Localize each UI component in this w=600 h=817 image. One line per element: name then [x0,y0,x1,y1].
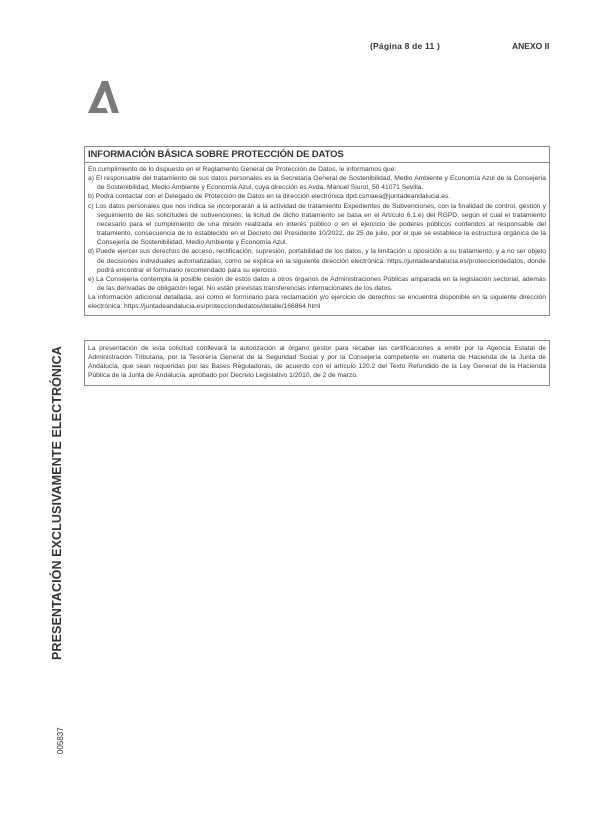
data-protection-item-d: d) Puede ejercer sus derechos de acceso, rectificación, supresión, portabilidad de los datos, y la limitación u oposición a su tratamiento, y a no ser objeto de decisiones individuales automatizadas, como se explica en la siguiente dirección electrónica: https://juntadeandalucia.es/protecciondedatos, donde podrá encontrar el formulario recomendado para su ejercicio. [88,248,546,274]
vertical-presentation-label: PRESENTACIÓN EXCLUSIVAMENTE ELECTRÓNICA [50,346,64,660]
authorization-text: La presentación de esta solicitud conllevará la autorización al órgano gestor para recabar las certificaciones a emitir por la Agencia Estatal de Administración Tributaria, por la Tesorería General de la Seguridad Social y por la Consejería competente en materia de Hacienda de la Junta de Andalucía, que sean requeridas por las Bases Reguladoras, de acuerdo con el artículo 120.2 del Texto Refundido de la Ley General de la Hacienda Pública de la Junta de Andalucía, aprobado por Decreto Legislativo 1/2010, de 2 de marzo. [88,345,546,380]
data-protection-item-e: e) La Consejería contempla la posible cesión de estos datos a otros órganos de Administraciones Públicas amparada en la legislación sectorial, además de las derivadas de obligación legal. No están previstas transferencias internacionales de los datos. [88,275,546,293]
data-protection-intro: En cumplimiento de lo dispuesto en el Reglamento General de Protección de Datos, le informamos que: [88,166,397,173]
data-protection-section [84,146,550,316]
document-code: 005837 [56,727,65,754]
junta-andalucia-logo [86,80,120,114]
data-protection-title: INFORMACIÓN BÁSICA SOBRE PROTECCIÓN DE DATOS [85,147,549,163]
data-protection-item-c: c) Los datos personales que nos indica se incorporarán a la actividad de tratamiento Expedientes de Subvenciones, con la finalidad de control, gestión y seguimiento de las solicitudes de subvenciones; la licitud de dicho tratamiento se basa en el Artículo 6.1.e) del RGPD, según el cual el tratamiento necesario para el cumplimiento de una misión realizada en interés público o en el ejercicio de poderes públicos conferidos al responsable del tratamiento, consecuencia de lo establecido en el Decreto del Presidente 10/2022, de 25 de julio, por el que se establece la estructura orgánica de la Consejería de Sostenibilidad, Medio Ambiente y Economía Azul. [88,202,546,247]
authorization-section [84,340,550,386]
page-indicator: (Página 8 de 11 ) [370,41,441,51]
data-protection-item-a: a) El responsable del tratamiento de sus datos personales es la Secretaria General de Sostenibilidad, Medio Ambiente y Economía Azul de la Consejería de Sostenibilidad, Medio Ambiente y Economía Azul, cuya dirección es Avda. Manuel Siurot, 50 41071 Sevilla. [88,175,546,192]
data-protection-item-b: b) Podrá contactar con el Delegado de Protección de Datos en la dirección electrónica dpd.csmaea@juntadeandalucia.es. [88,193,451,201]
data-protection-closing: La información adicional detallada, así como el formulario para reclamación y/o ejercicio de derechos se encuentra disponible en la siguiente dirección electrónica: https://juntadeandalucia.es/protecciondedatos/detalle/166864.html [88,294,546,311]
data-protection-body [85,163,549,315]
annex-label: ANEXO II [512,41,550,51]
